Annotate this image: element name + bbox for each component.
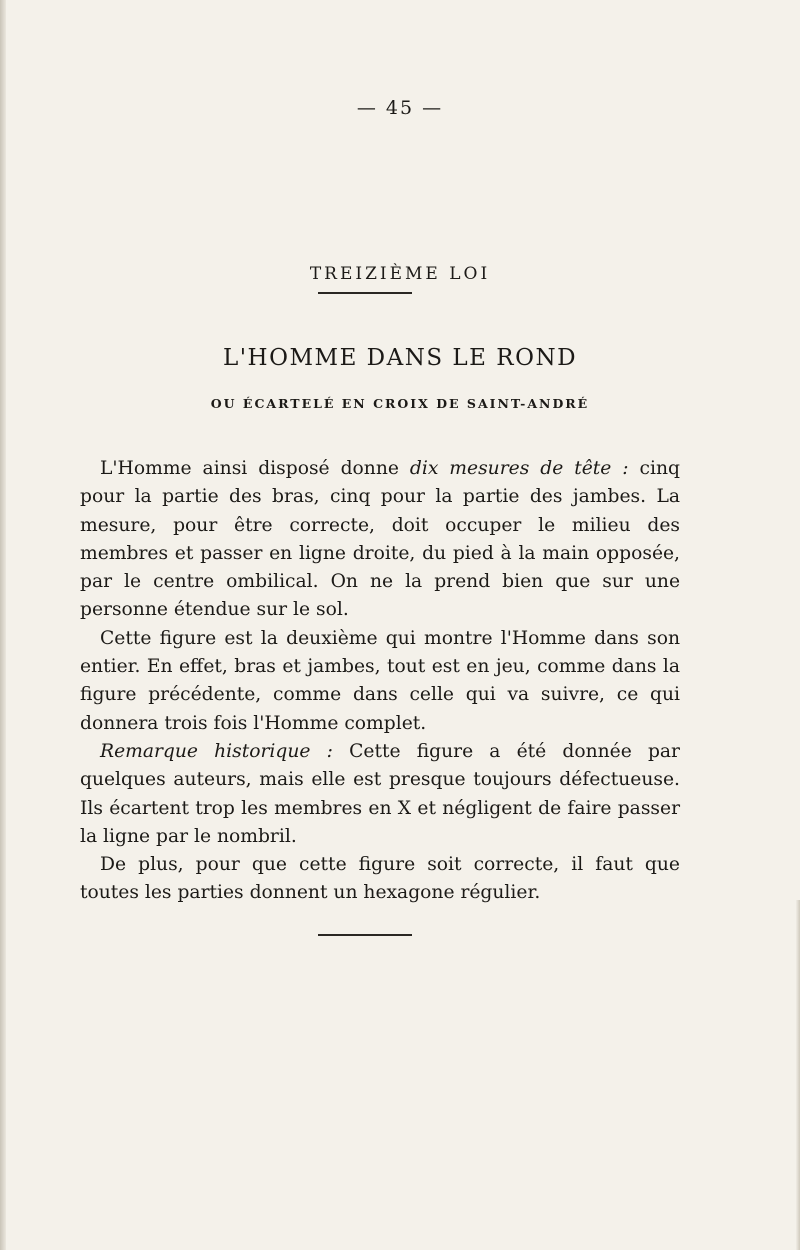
text-segment: L'Homme ainsi disposé donne (100, 458, 410, 479)
page-number: — 45 — (356, 97, 444, 119)
page-edge-shadow-right (796, 900, 800, 1250)
text-segment: Cette figure a été donnée par quelques auteurs, mais elle est presque toujours défectueuse. Ils écartent trop les membres en X et négligent de faire passer la ligne par le nombril. (80, 740, 680, 847)
text-segment-italic: Remarque historique : (100, 740, 333, 762)
chapter-subtitle: OU ÉCARTELÉ EN CROIX DE SAINT-ANDRÉ (210, 396, 590, 411)
text-segment-italic: dix mesures de tête : (409, 458, 629, 479)
divider-rule-bottom (318, 934, 412, 936)
divider-rule-top (318, 292, 412, 294)
body-text (80, 455, 680, 908)
text-segment: Cette figure est la deuxième qui montre l'Homme dans son entier. En effet, bras et jambes, tout est en jeu, comme dans la figure précédente, comme dans celle qui va suivre, ce qui donnera trois fois l'Homme complet. (80, 627, 680, 734)
page-edge-shadow (0, 0, 6, 1250)
paragraph-1 (80, 455, 680, 625)
paragraph-2 (80, 625, 680, 738)
paragraph-4 (80, 851, 680, 908)
text-segment: cinq pour la partie des bras, cinq pour la partie des jambes. La mesure, pour être correcte, doit occuper le milieu des membres et passer en ligne droite, du pied à la main opposée, par le centre ombilical. On ne la prend bien que sur une personne étendue sur le sol. (80, 458, 681, 621)
law-title: TREIZIÈME LOI (309, 264, 491, 284)
paragraph-3 (80, 738, 680, 851)
chapter-title: L'HOMME DANS LE ROND (222, 345, 578, 371)
text-segment: De plus, pour que cette figure soit correcte, il faut que toutes les parties donnent un hexagone régulier. (80, 854, 680, 904)
